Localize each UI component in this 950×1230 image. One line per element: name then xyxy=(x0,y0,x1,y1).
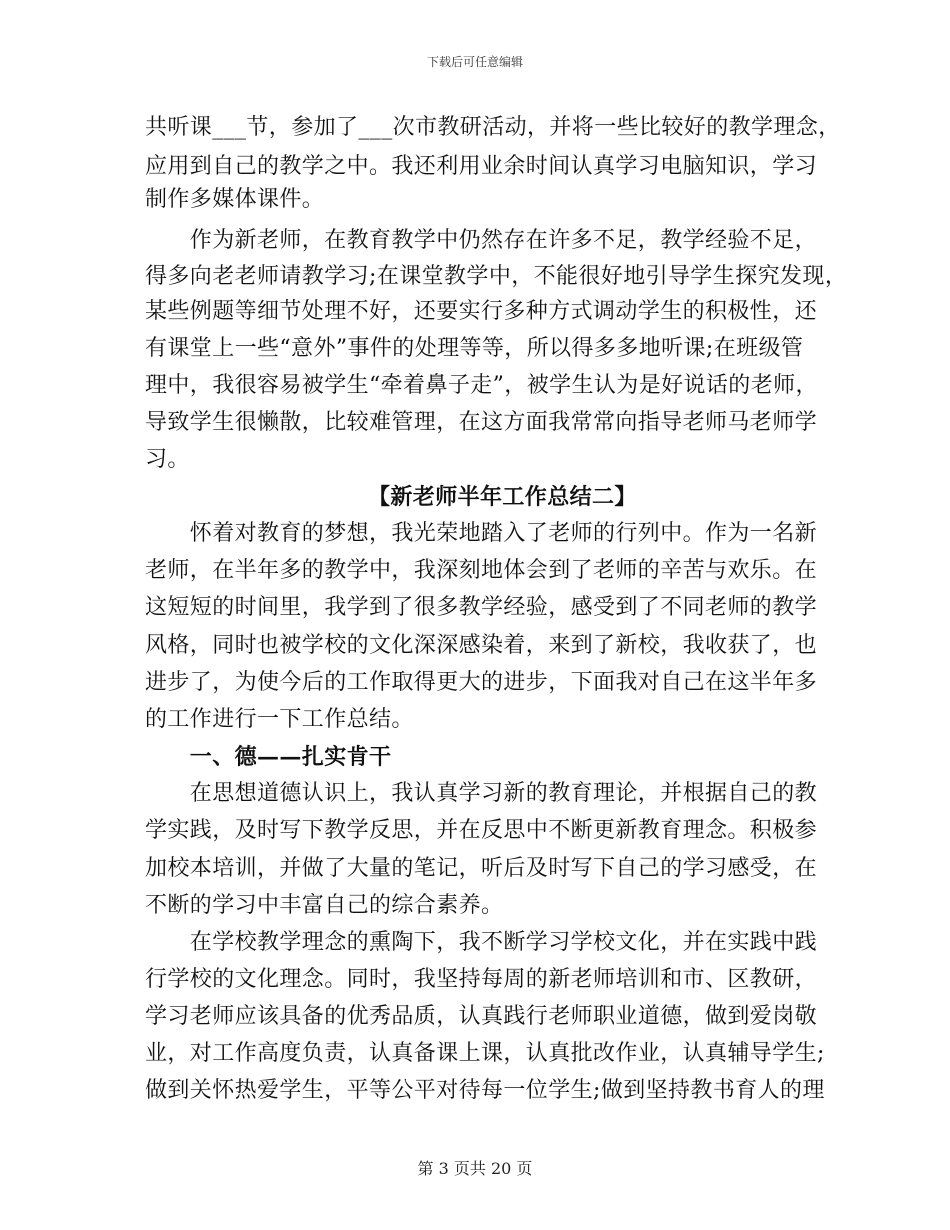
body-line: 导致学生很懒散，比较难管理，在这方面我常常向指导老师马老师学 xyxy=(145,410,818,435)
body-line: 风格，同时也被学校的文化深深感染着，来到了新校，我收获了，也 xyxy=(145,633,818,658)
page-number-footer: 第 3 页共 20 页 xyxy=(417,1159,533,1178)
body-line: 加校本培训，并做了大量的笔记，听后及时写下自己的学习感受，在 xyxy=(145,856,818,881)
body-line: 学习老师应该具备的优秀品质，认真践行老师职业道德，做到爱岗敬 xyxy=(145,1004,818,1029)
body-line: 业，对工作高度负责，认真备课上课，认真批改作业，认真辅导学生; xyxy=(145,1041,825,1066)
body-line: 理中，我很容易被学生“牵着鼻子走”，被学生认为是好说话的老师， xyxy=(145,373,818,398)
body-line: 学实践，及时写下教学反思，并在反思中不断更新教育理念。积极参 xyxy=(145,818,818,843)
body-line: 怀着对教育的梦想，我光荣地踏入了老师的行列中。作为一名新 xyxy=(145,521,818,546)
body-line: 应用到自己的教学之中。我还利用业余时间认真学习电脑知识，学习 xyxy=(145,154,818,179)
body-line: 老师，在半年多的教学中，我深刻地体会到了老师的辛苦与欢乐。在 xyxy=(145,558,818,583)
body-line: 习。 xyxy=(145,447,190,472)
body-line: 进步了，为使今后的工作取得更大的进步，下面我对自己在这半年多 xyxy=(145,670,818,695)
body-line: 不断的学习中丰富自己的综合素养。 xyxy=(145,893,504,918)
body-line: 共听课___节，参加了___次市教研活动，并将一些比较好的教学理念， xyxy=(145,115,841,140)
body-line: 得多向老老师请教学习;在课堂教学中，不能很好地引导学生探究发现， xyxy=(145,264,848,289)
page-header: 下载后可任意编辑 xyxy=(426,55,523,69)
body-line: 在思想道德认识上，我认真学习新的教育理论，并根据自己的教 xyxy=(145,781,818,806)
body-line: 有课堂上一些“意外”事件的处理等等，所以得多多地听课;在班级管 xyxy=(145,336,804,361)
body-line: 做到关怀热爱学生，平等公平对待每一位学生;做到坚持教书育人的理 xyxy=(145,1078,825,1103)
body-line: 在学校教学理念的熏陶下，我不断学习学校文化，并在实践中践 xyxy=(145,930,818,955)
subsection-heading: 一、德——扎实肯干 xyxy=(145,744,392,770)
body-line: 制作多媒体课件。 xyxy=(145,187,325,212)
body-line: 作为新老师，在教育教学中仍然存在许多不足，教学经验不足， xyxy=(145,228,818,253)
body-line: 这短短的时间里，我学到了很多教学经验，感受到了不同老师的教学 xyxy=(145,595,818,620)
body-line: 的工作进行一下工作总结。 xyxy=(145,707,414,732)
body-line: 某些例题等细节处理不好，还要实行多种方式调动学生的积极性，还 xyxy=(145,299,818,324)
section-title: 【新老师半年工作总结二】 xyxy=(368,484,637,510)
body-line: 行学校的文化理念。同时，我坚持每周的新老师培训和市、区教研， xyxy=(145,967,818,992)
